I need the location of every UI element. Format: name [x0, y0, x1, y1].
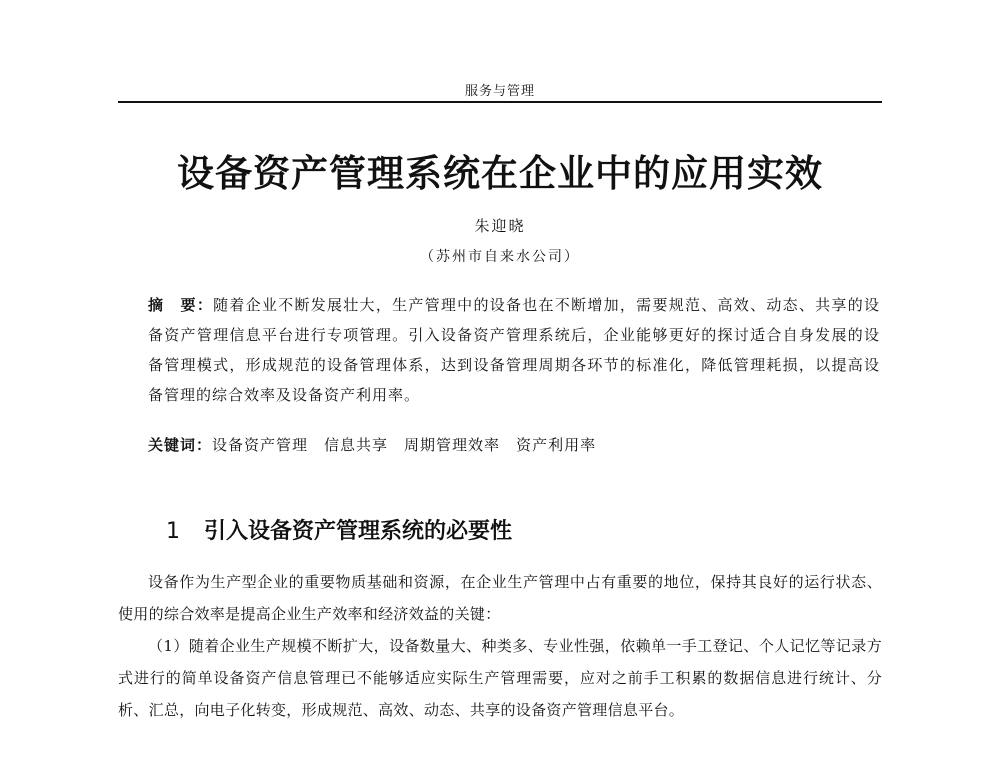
author-name: 朱迎晓 [474, 217, 526, 235]
paragraph: 设备作为生产型企业的重要物质基础和资源，在企业生产管理中占有重要的地位，保持其良好的运行状态、使用的综合效率是提高企业生产效率和经济效益的关键： [118, 573, 882, 623]
keyword: 设备资产管理 [212, 436, 309, 454]
body-text [118, 566, 882, 726]
section-title: 引入设备资产管理系统的必要性 [204, 519, 513, 544]
keywords-label: 关键词： [148, 436, 213, 454]
abstract-label: 摘 要： [148, 296, 214, 314]
keyword: 资产利用率 [516, 436, 597, 454]
paragraph: （1）随着企业生产规模不断扩大，设备数量大、种类多、专业性强，依赖单一手工登记、个人记忆等记录方式进行的简单设备资产信息管理已不能够适应实际生产管理需要，应对之前手工积累的数据信息进行统计、分析、汇总，向电子化转变，形成规范、高效、动态、共享的设备资产管理信息平台。 [118, 637, 882, 719]
keyword: 周期管理效率 [404, 436, 501, 454]
section-heading [166, 514, 512, 545]
author-affiliation: （苏州市自来水公司） [420, 249, 580, 265]
header-rule [118, 101, 882, 103]
paper-title: 设备资产管理系统在企业中的应用实效 [177, 151, 823, 195]
running-head: 服务与管理 [464, 84, 535, 99]
abstract-text: 随着企业不断发展壮大，生产管理中的设备也在不断增加，需要规范、高效、动态、共享的设备资产管理信息平台进行专项管理。引入设备资产管理系统后，企业能够更好的探讨适合自身发展的设备管理模式，形成规范的设备管理体系，达到设备管理周期各环节的标准化，降低管理耗损，以提高设备管理的综合效率及设备资产利用率。 [148, 296, 880, 404]
section-number: 1 [166, 519, 180, 544]
keywords [148, 430, 880, 460]
keyword: 信息共享 [324, 436, 389, 454]
abstract [148, 290, 880, 410]
